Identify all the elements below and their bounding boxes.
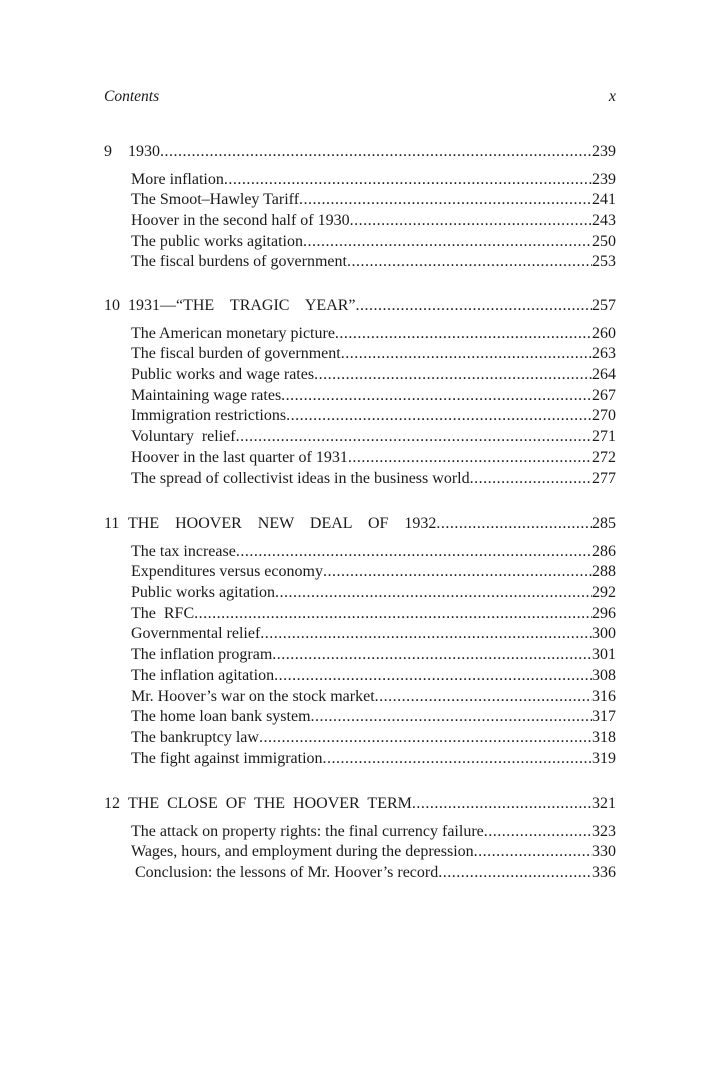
dot-leader — [160, 142, 592, 163]
chapter-heading — [104, 794, 616, 815]
page-number: 243 — [592, 212, 616, 230]
entry-title: The inflation agitation — [131, 666, 275, 684]
toc-entry — [104, 427, 616, 448]
spacer — [104, 815, 616, 822]
entry-title: The fiscal burdens of government — [131, 253, 347, 271]
chapter-title: THE HOOVER NEW DEAL OF 1932 — [128, 515, 437, 532]
entry-title: Public works agitation — [131, 584, 275, 602]
entry-title: More inflation — [131, 170, 224, 188]
chapter-heading — [104, 514, 616, 535]
toc-entry — [104, 448, 616, 469]
toc-entry — [104, 324, 616, 345]
chapter-label — [104, 296, 356, 317]
dot-leader — [311, 707, 592, 728]
toc-entry — [104, 170, 616, 191]
running-header — [104, 88, 616, 108]
page-number: 272 — [592, 448, 616, 466]
page-number: 296 — [592, 604, 616, 622]
toc-entry — [104, 583, 616, 604]
dot-leader — [484, 822, 592, 843]
chapter-number: 11 — [104, 515, 120, 532]
dot-leader — [470, 469, 592, 490]
dot-leader — [323, 749, 592, 770]
toc-entry — [104, 252, 616, 273]
entry-title: Hoover in the last quarter of 1931 — [131, 448, 348, 466]
toc-entry — [104, 749, 616, 770]
dot-leader — [236, 427, 592, 448]
chapter-section — [104, 296, 616, 489]
toc-entry — [104, 604, 616, 625]
page-number: 308 — [592, 666, 616, 684]
dot-leader — [347, 252, 592, 273]
entry-title: The American monetary picture — [131, 324, 335, 342]
toc-entry — [104, 469, 616, 490]
page-number: 317 — [592, 708, 616, 726]
page-number: 277 — [592, 469, 616, 487]
dot-leader — [350, 211, 592, 232]
chapter-section — [104, 794, 616, 884]
entry-title: Voluntary relief — [131, 428, 236, 446]
page-number: 267 — [592, 386, 616, 404]
entry-title: The RFC — [131, 604, 195, 622]
dot-leader — [412, 794, 592, 815]
page-number: 301 — [592, 646, 616, 664]
chapter-label — [104, 514, 436, 535]
chapter-heading — [104, 142, 616, 163]
dot-leader — [375, 687, 592, 708]
page-number: 241 — [592, 191, 616, 209]
spacer — [104, 317, 616, 324]
dot-leader — [356, 296, 592, 317]
toc-entry — [104, 707, 616, 728]
toc-entry — [104, 211, 616, 232]
toc-entry — [104, 822, 616, 843]
toc-entry — [104, 386, 616, 407]
dot-leader — [275, 583, 592, 604]
toc-entry — [104, 728, 616, 749]
chapter-title: 1930 — [128, 143, 160, 160]
chapter-label — [104, 142, 160, 163]
dot-leader — [348, 448, 592, 469]
entry-title: Public works and wage rates — [131, 366, 315, 384]
toc-entry — [104, 863, 616, 884]
toc-entry — [104, 687, 616, 708]
dot-leader — [286, 406, 592, 427]
page-folio: x — [608, 88, 616, 105]
toc-entry — [104, 624, 616, 645]
toc-entry — [104, 406, 616, 427]
dot-leader — [438, 863, 592, 884]
page-number: 271 — [592, 428, 616, 446]
dot-leader — [303, 232, 592, 253]
toc-entry — [104, 842, 616, 863]
running-title: Contents — [104, 88, 160, 105]
page-number: 316 — [592, 687, 616, 705]
chapter-number: 9 — [104, 143, 112, 160]
page-number: 319 — [592, 749, 616, 767]
dot-leader — [299, 190, 592, 211]
dot-leader — [236, 542, 592, 563]
page-number: 264 — [592, 366, 616, 384]
spacer — [104, 535, 616, 542]
dot-leader — [194, 604, 592, 625]
chapter-title: 1931—“THE TRAGIC YEAR” — [128, 297, 356, 314]
dot-leader — [335, 324, 592, 345]
page-number: 253 — [592, 253, 616, 271]
entry-title: The spread of collectivist ideas in the business world — [131, 469, 470, 487]
page-number: 292 — [592, 584, 616, 602]
chapter-heading — [104, 296, 616, 317]
toc-entry — [104, 232, 616, 253]
page-number: 239 — [592, 170, 616, 188]
page-number: 270 — [592, 407, 616, 425]
entry-title: The tax increase — [131, 542, 236, 560]
entry-title: The home loan bank system — [131, 708, 311, 726]
chapter-number: 10 — [104, 297, 120, 314]
chapter-label — [104, 794, 412, 815]
chapter-number: 12 — [104, 795, 120, 812]
dot-leader — [314, 365, 592, 386]
page-number: 300 — [592, 625, 616, 643]
entry-title: The fiscal burden of government — [131, 345, 341, 363]
entry-title: Mr. Hoover’s war on the stock market — [131, 687, 375, 705]
entry-title: Maintaining wage rates — [131, 386, 282, 404]
page-number: 285 — [592, 515, 616, 532]
toc-entry — [104, 645, 616, 666]
entry-title: Immigration restrictions — [131, 407, 287, 425]
page-number: 288 — [592, 563, 616, 581]
toc-entry — [104, 542, 616, 563]
dot-leader — [436, 514, 592, 535]
dot-leader — [259, 728, 592, 749]
dot-leader — [281, 386, 592, 407]
dot-leader — [260, 624, 592, 645]
spacer — [104, 163, 616, 170]
dot-leader — [274, 666, 592, 687]
dot-leader — [323, 562, 592, 583]
page-number: 257 — [592, 297, 616, 314]
dot-leader — [272, 645, 592, 666]
page-number: 250 — [592, 232, 616, 250]
entry-title: Conclusion: the lessons of Mr. Hoover’s record — [131, 864, 439, 882]
entry-title: The fight against immigration — [131, 749, 323, 767]
chapter-section — [104, 514, 616, 769]
chapter-title: THE CLOSE OF THE HOOVER TERM — [128, 795, 412, 812]
toc-entry — [104, 190, 616, 211]
dot-leader — [341, 344, 592, 365]
page-number: 330 — [592, 843, 616, 861]
dot-leader — [474, 842, 592, 863]
entry-title: The bankruptcy law — [131, 728, 259, 746]
page-number: 323 — [592, 822, 616, 840]
page-number: 318 — [592, 728, 616, 746]
entry-title: Wages, hours, and employment during the depression — [131, 843, 474, 861]
page-number: 263 — [592, 345, 616, 363]
entry-title: Expenditures versus economy — [131, 563, 323, 581]
page-number: 336 — [592, 864, 616, 882]
dot-leader — [224, 170, 592, 191]
entry-title: The attack on property rights: the final currency failure — [131, 822, 484, 840]
page-number: 321 — [592, 795, 616, 812]
chapter-section — [104, 142, 616, 273]
entry-title: The Smoot–Hawley Tariff — [131, 191, 300, 209]
toc-entry — [104, 666, 616, 687]
page-number: 286 — [592, 542, 616, 560]
toc-entry — [104, 562, 616, 583]
entry-title: The inflation program — [131, 646, 273, 664]
toc-entry — [104, 365, 616, 386]
entry-title: Governmental relief — [131, 625, 261, 643]
page-number: 260 — [592, 324, 616, 342]
entry-title: Hoover in the second half of 1930 — [131, 212, 350, 230]
entry-title: The public works agitation — [131, 232, 303, 250]
toc-entry — [104, 344, 616, 365]
page-number: 239 — [592, 143, 616, 160]
